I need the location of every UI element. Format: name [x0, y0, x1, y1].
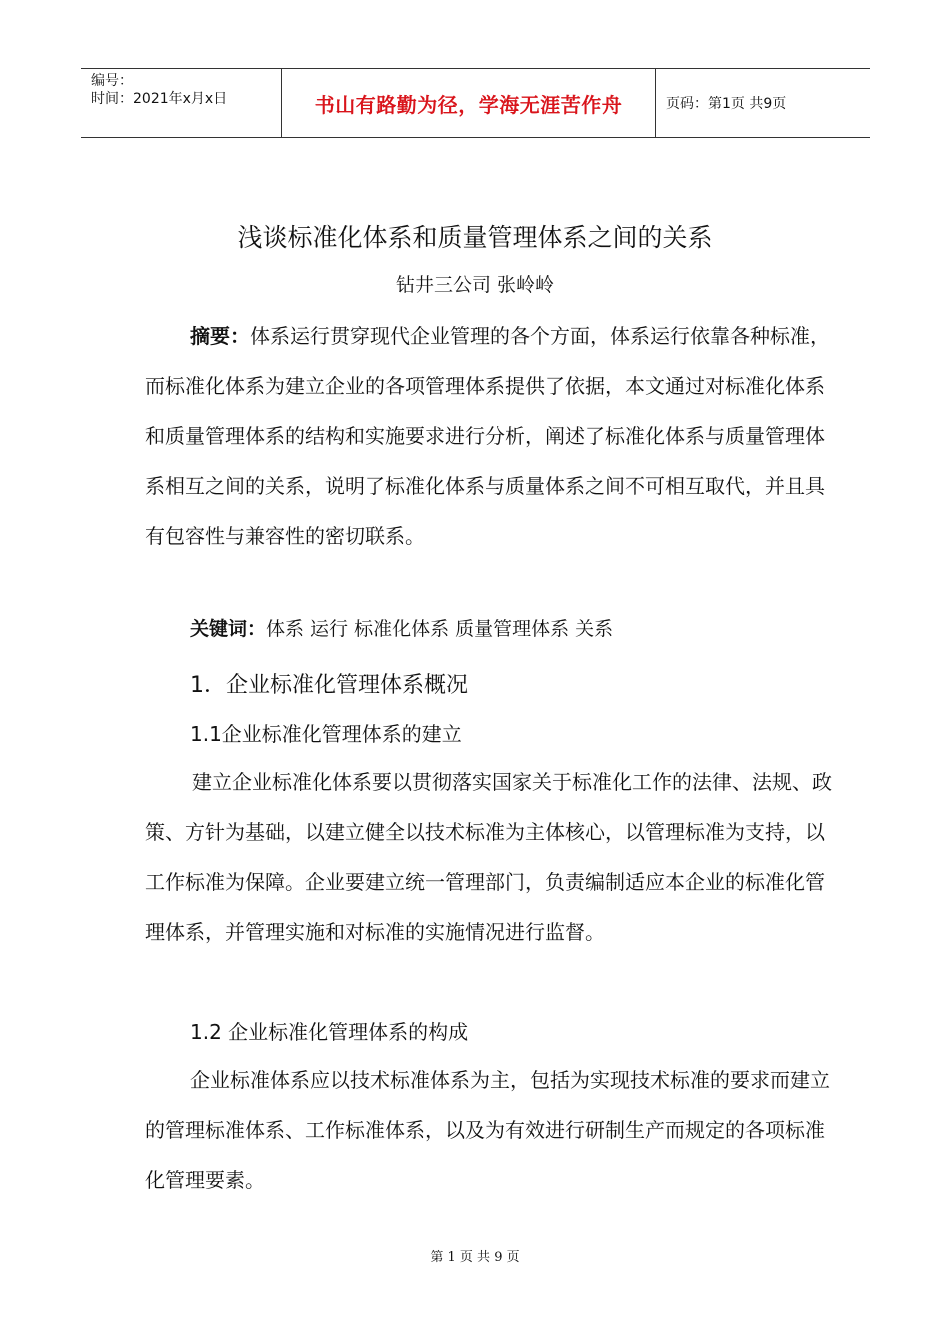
page-header: [81, 68, 870, 138]
section-1-1-text: 建立企业标准化体系要以贯彻落实国家关于标准化工作的法律、法规、政策、方针为基础，以建立健全以技术标准为主体核心，以管理标准为支持，以工作标准为保障。企业要建立统一管理部门，负责编制适应本企业的标准化管理体系，并管理实施和对标准的实施情况进行监督。: [145, 770, 832, 944]
document-author: 钻井三公司 张岭岭: [395, 274, 555, 296]
abstract-label: 摘要：: [190, 324, 250, 348]
keywords-line: [190, 614, 613, 641]
header-page-info: 页码：第1页 共9页: [666, 96, 787, 112]
page-footer: 第 1 页 共 9 页: [430, 1250, 520, 1265]
header-motto-cell: [282, 69, 656, 137]
section-1-1-paragraph: [145, 757, 835, 957]
header-meta: [81, 69, 282, 137]
keywords-text: 体系 运行 标准化体系 质量管理体系 关系: [266, 618, 614, 640]
abstract-text: 体系运行贯穿现代企业管理的各个方面，体系运行依靠各种标准，而标准化体系为建立企业的各项管理体系提供了依据，本文通过对标准化体系和质量管理体系的结构和实施要求进行分析，阐述了标准化体系与质量管理体系相互之间的关系，说明了标准化体系与质量体系之间不可相互取代，并且具有包容性与兼容性的密切联系。: [145, 324, 830, 548]
document-title: 浅谈标准化体系和质量管理体系之间的关系: [237, 223, 713, 252]
section-1-2-paragraph: [145, 1055, 835, 1205]
document-number-label: 编号：: [91, 73, 133, 89]
section-1-1-heading: 1.1企业标准化管理体系的建立: [190, 722, 462, 746]
keywords-label: 关键词：: [190, 618, 267, 640]
section-1-heading: 1．企业标准化管理体系概况: [190, 673, 468, 698]
section-1-2-heading: 1.2 企业标准化管理体系的构成: [190, 1020, 469, 1044]
abstract-paragraph: [145, 311, 835, 561]
header-motto: 书山有路勤为径，学海无涯苦作舟: [314, 92, 623, 117]
section-1-2-text: 企业标准体系应以技术标准体系为主，包括为实现技术标准的要求而建立的管理标准体系、工作标准体系，以及为有效进行研制生产而规定的各项标准化管理要素。: [145, 1068, 830, 1192]
document-time-label: 时间：2021年x月x日: [91, 91, 228, 107]
